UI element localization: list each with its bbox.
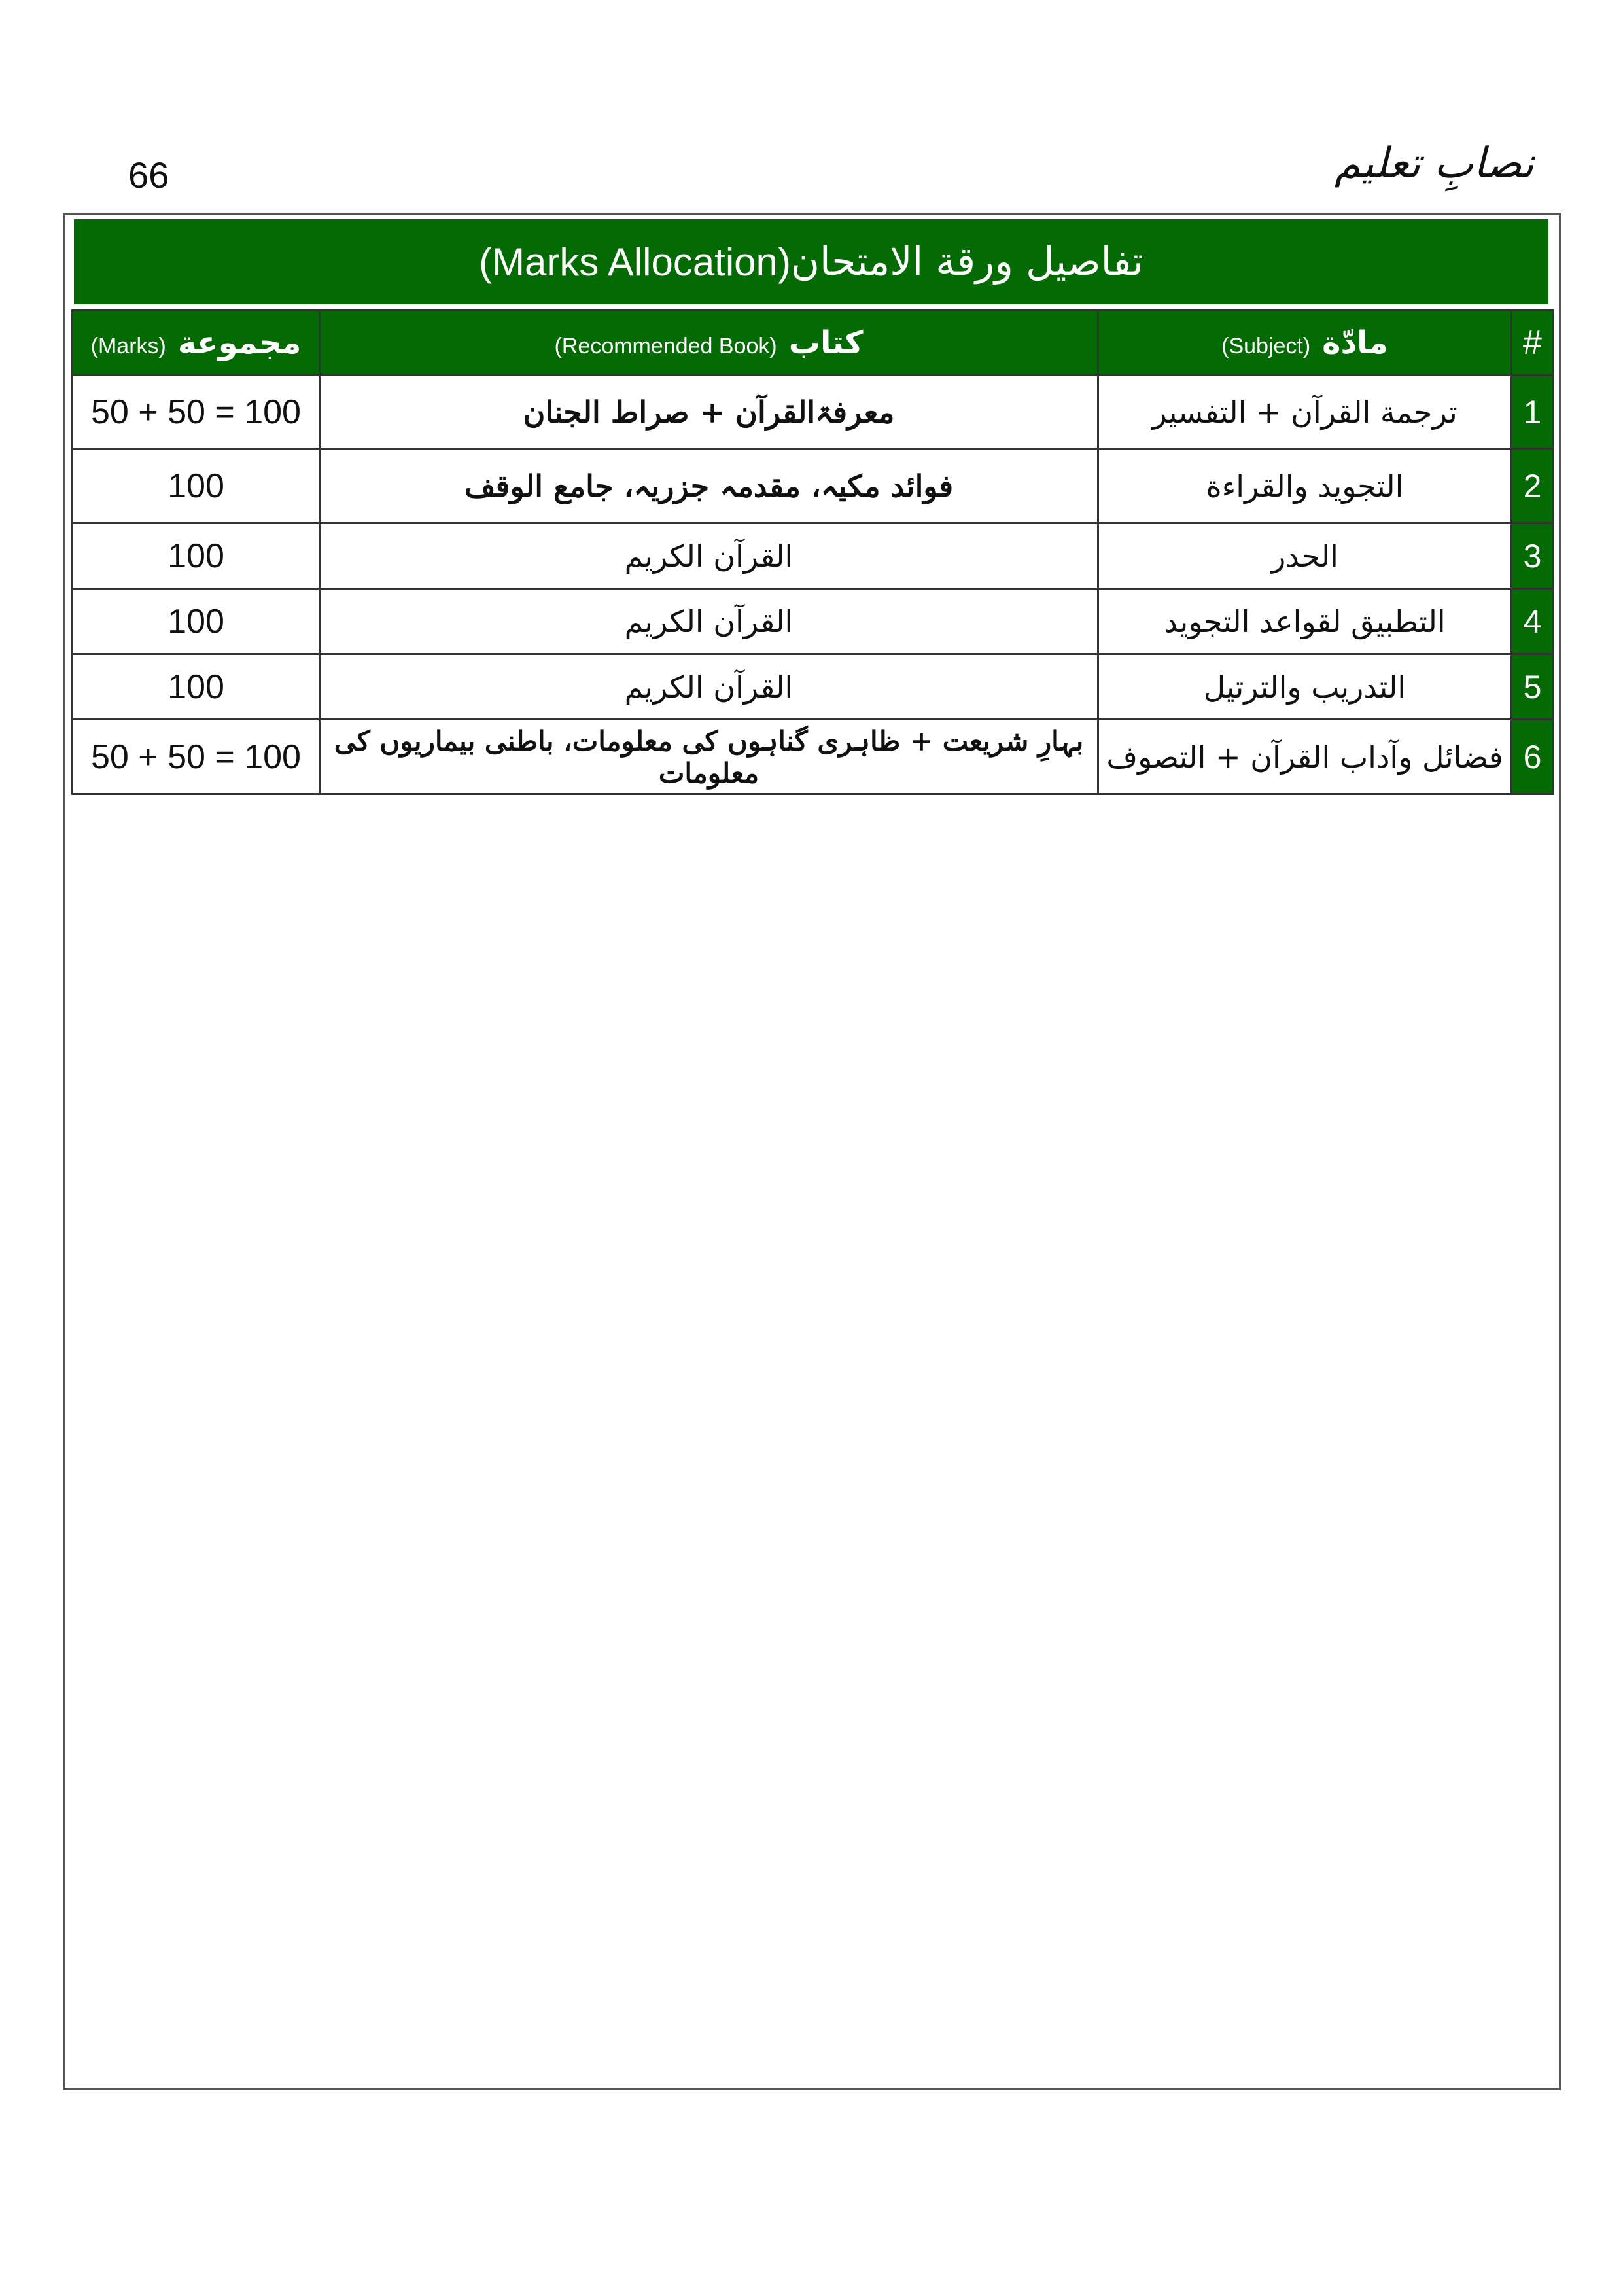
page-number: 66 <box>128 154 169 196</box>
row-marks: 100 <box>73 589 320 654</box>
marks-table <box>71 309 1554 795</box>
row-marks: 100 <box>73 449 320 523</box>
row-book: القرآن الكريم <box>320 654 1098 720</box>
header-subject-english: (Subject) <box>1221 334 1311 359</box>
row-subject: التجويد والقراءة <box>1098 449 1512 523</box>
header-title: نصابِ تعلیم <box>1334 139 1534 188</box>
header-marks <box>73 311 320 376</box>
row-book: القرآن الكريم <box>320 523 1098 589</box>
row-index: 4 <box>1512 589 1554 654</box>
header-marks-english: (Marks) <box>90 334 166 359</box>
header-book-arabic: كتاب <box>788 325 864 361</box>
table-row <box>73 589 1554 654</box>
row-index: 6 <box>1512 720 1554 794</box>
row-book: القرآن الكريم <box>320 589 1098 654</box>
row-book: معرفۃالقرآن + صراط الجنان <box>320 376 1098 449</box>
row-subject: التدريب والترتيل <box>1098 654 1512 720</box>
header-book <box>320 311 1098 376</box>
table-row <box>73 523 1554 589</box>
content-frame <box>63 213 1561 2090</box>
row-subject: ترجمة القرآن + التفسير <box>1098 376 1512 449</box>
header-book-english: (Recommended Book) <box>554 334 777 359</box>
row-marks: 50 + 50 = 100 <box>73 720 320 794</box>
row-marks: 100 <box>73 523 320 589</box>
row-subject: الحدر <box>1098 523 1512 589</box>
banner-title-english: (Marks Allocation) <box>479 239 791 284</box>
table-row <box>73 720 1554 794</box>
header-marks-arabic: مجموعة <box>177 325 302 361</box>
row-book: فوائد مکیہ، مقدمہ جزریہ، جامع الوقف <box>320 449 1098 523</box>
table-row <box>73 376 1554 449</box>
table-header-row <box>73 311 1554 376</box>
row-subject: فضائل وآداب القرآن + التصوف <box>1098 720 1512 794</box>
row-index: 5 <box>1512 654 1554 720</box>
row-index: 1 <box>1512 376 1554 449</box>
table-row <box>73 449 1554 523</box>
banner-title-arabic: تفاصيل ورقة الامتحان <box>790 239 1143 285</box>
row-marks: 100 <box>73 654 320 720</box>
row-book: بہارِ شریعت + ظاہری گناہوں کی معلومات، باطنی بیماریوں کی معلومات <box>320 720 1098 794</box>
row-index: 3 <box>1512 523 1554 589</box>
row-subject: التطبيق لقواعد التجويد <box>1098 589 1512 654</box>
section-banner <box>74 219 1548 304</box>
header-subject <box>1098 311 1512 376</box>
table-row <box>73 654 1554 720</box>
row-index: 2 <box>1512 449 1554 523</box>
header-subject-arabic: مادّة <box>1322 325 1388 361</box>
row-marks: 50 + 50 = 100 <box>73 376 320 449</box>
header-index: # <box>1512 311 1554 376</box>
